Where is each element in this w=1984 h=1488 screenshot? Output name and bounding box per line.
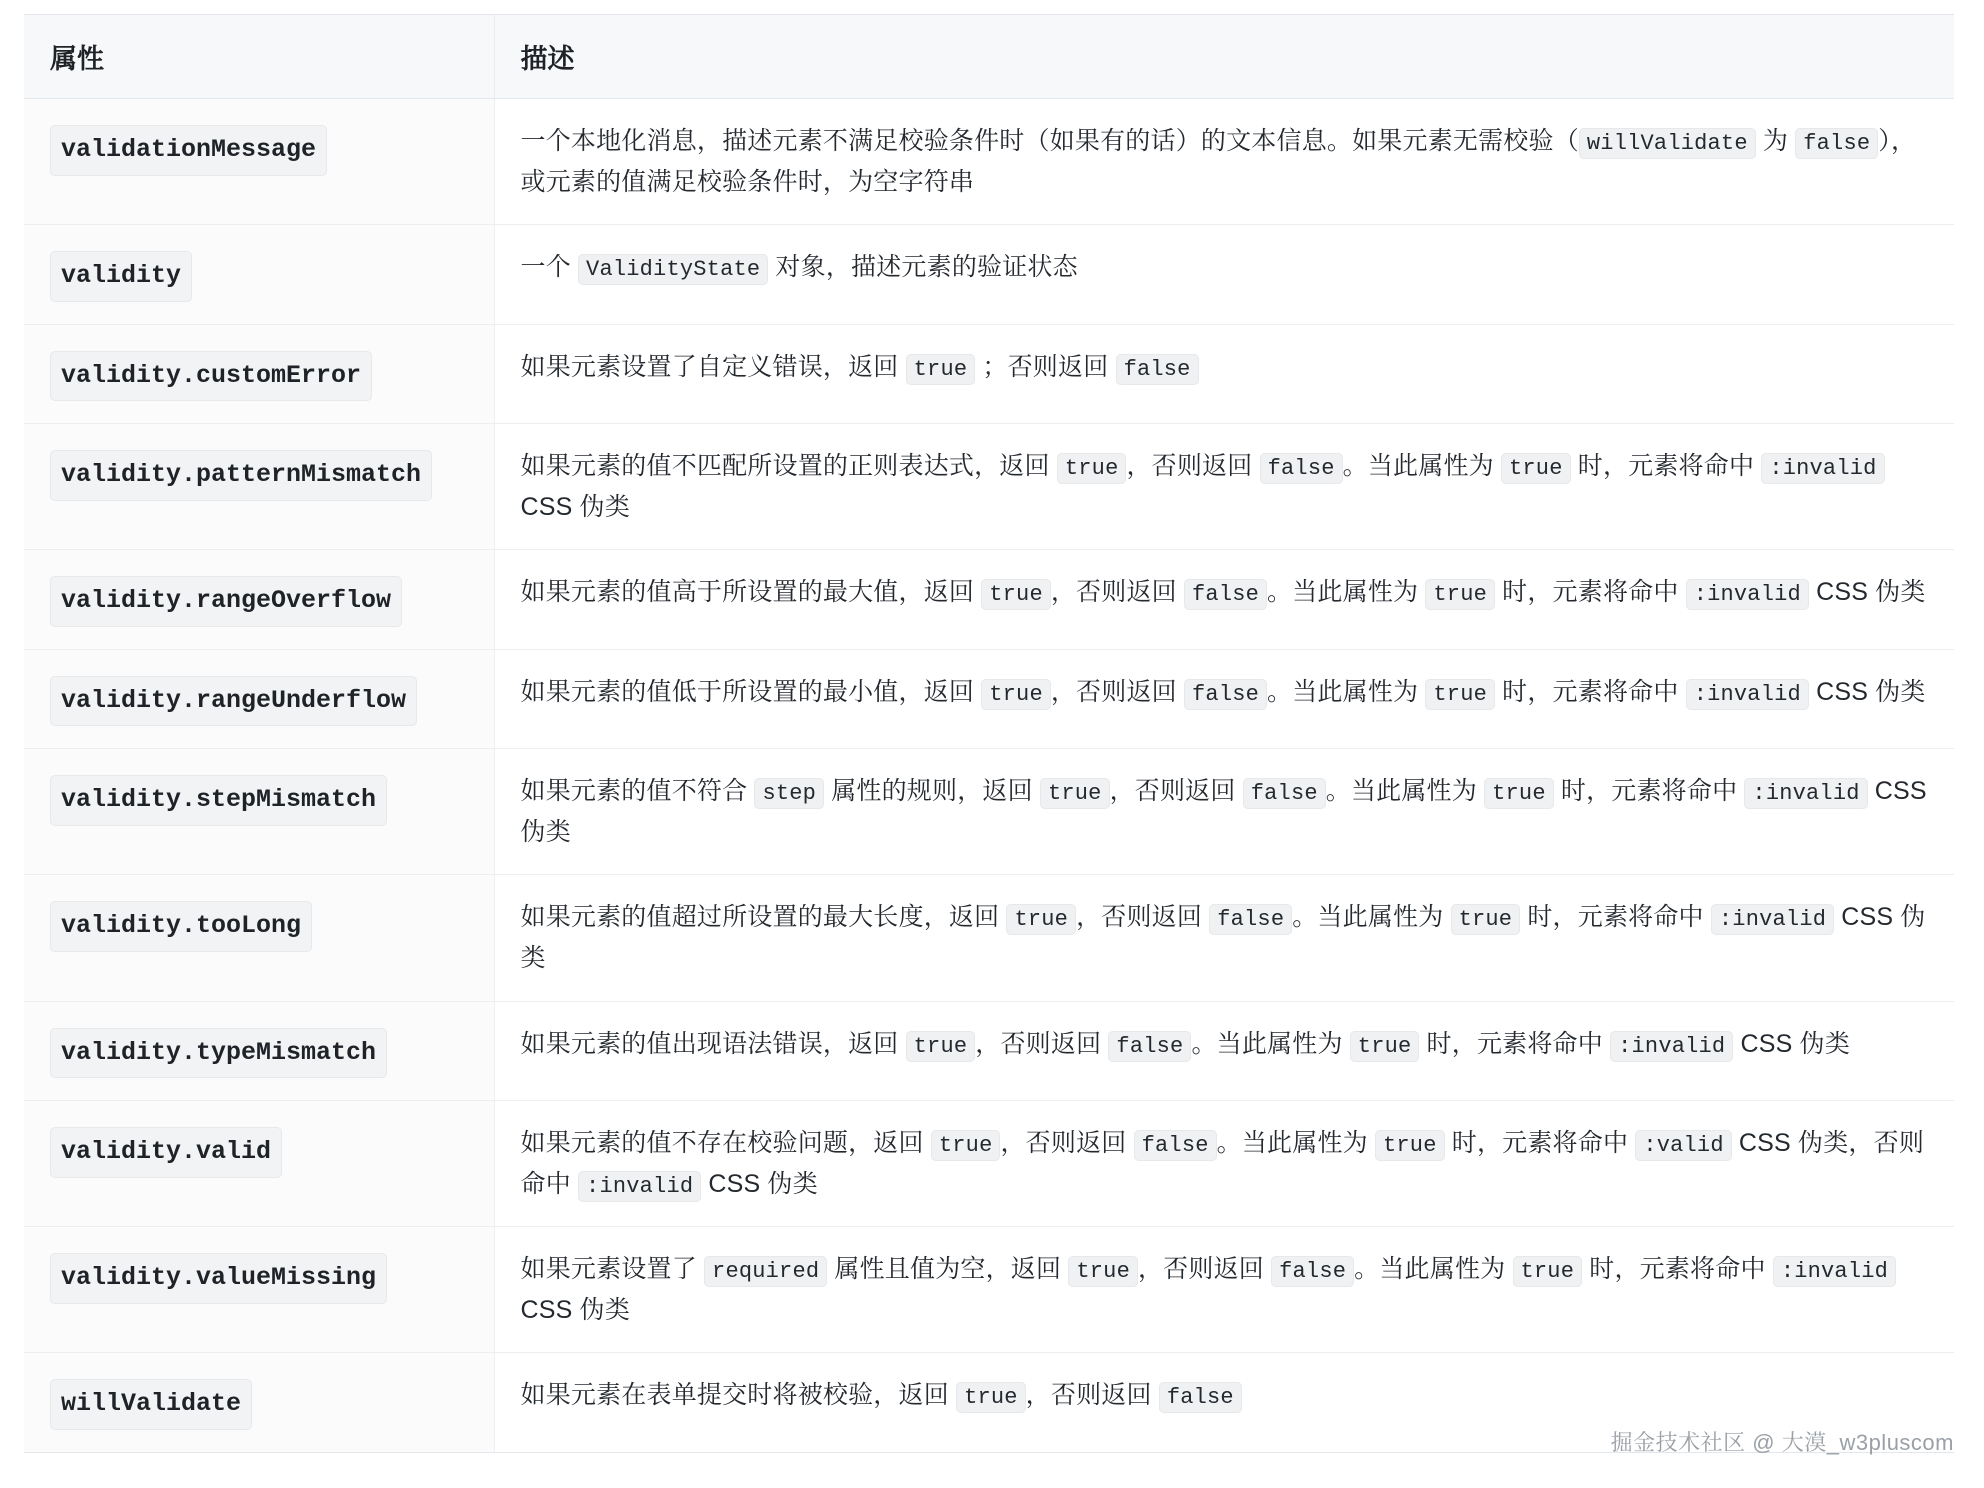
inline-code: true — [956, 1382, 1026, 1413]
inline-code: true — [981, 679, 1051, 710]
column-header-property: 属性 — [24, 15, 494, 99]
table-row — [24, 1001, 1954, 1101]
table-header — [24, 15, 1954, 99]
inline-code: true — [981, 579, 1051, 610]
table-header-row — [24, 15, 1954, 99]
property-cell — [24, 225, 494, 325]
description-cell: 一个本地化消息，描述元素不满足校验条件时（如果有的话）的文本信息。如果元素无需校验（ willValidate 为 false ），或元素的值满足校验条件时，为空字符串 — [494, 99, 1954, 225]
inline-code: willValidate — [1579, 128, 1756, 159]
description-cell: 如果元素的值不符合 step 属性的规则，返回 true ，否则返回 false 。当此属性为 true 时，元素将命中 :invalid CSS 伪类 — [494, 749, 1954, 875]
inline-code: true — [1068, 1256, 1138, 1287]
inline-code: false — [1184, 679, 1267, 710]
inline-code: true — [1040, 778, 1110, 809]
property-name: validity.stepMismatch — [50, 775, 387, 826]
inline-code: true — [1501, 453, 1571, 484]
description-cell: 如果元素设置了 required 属性且值为空，返回 true ，否则返回 false 。当此属性为 true 时，元素将命中 :invalid CSS 伪类 — [494, 1227, 1954, 1353]
property-cell — [24, 99, 494, 225]
inline-code: true — [1350, 1031, 1420, 1062]
inline-code: false — [1159, 1382, 1242, 1413]
inline-code: false — [1116, 354, 1199, 385]
property-name: willValidate — [50, 1379, 252, 1430]
inline-code: true — [1425, 679, 1495, 710]
inline-code: false — [1271, 1256, 1354, 1287]
property-name: validity.patternMismatch — [50, 450, 432, 501]
description-cell: 如果元素的值出现语法错误，返回 true ，否则返回 false 。当此属性为 true 时，元素将命中 :invalid CSS 伪类 — [494, 1001, 1954, 1101]
inline-code: :invalid — [1686, 579, 1809, 610]
column-header-description: 描述 — [494, 15, 1954, 99]
inline-code: :invalid — [1686, 679, 1809, 710]
description-cell: 如果元素在表单提交时将被校验，返回 true ，否则返回 false — [494, 1353, 1954, 1453]
inline-code: :invalid — [1711, 904, 1834, 935]
inline-code: true — [931, 1130, 1001, 1161]
table-row — [24, 99, 1954, 225]
inline-code: :invalid — [1744, 778, 1867, 809]
property-cell — [24, 1001, 494, 1101]
property-cell — [24, 749, 494, 875]
description-cell: 如果元素的值不匹配所设置的正则表达式，返回 true ，否则返回 false 。当此属性为 true 时，元素将命中 :invalid CSS 伪类 — [494, 424, 1954, 550]
property-name: validity.rangeOverflow — [50, 576, 402, 627]
inline-code: true — [1484, 778, 1554, 809]
inline-code: true — [1057, 453, 1127, 484]
table-row — [24, 1101, 1954, 1227]
property-cell — [24, 1101, 494, 1227]
inline-code: step — [754, 778, 824, 809]
property-name: validity — [50, 251, 192, 302]
property-name: validity.rangeUnderflow — [50, 676, 417, 727]
inline-code: :invalid — [1610, 1031, 1733, 1062]
inline-code: false — [1209, 904, 1292, 935]
table-row — [24, 424, 1954, 550]
inline-code: false — [1108, 1031, 1191, 1062]
inline-code: required — [704, 1256, 827, 1287]
inline-code: false — [1243, 778, 1326, 809]
property-name: validationMessage — [50, 125, 327, 176]
inline-code: true — [906, 1031, 976, 1062]
inline-code: true — [1375, 1130, 1445, 1161]
property-name: validity.customError — [50, 351, 372, 402]
property-name: validity.valid — [50, 1127, 282, 1178]
inline-code: true — [1425, 579, 1495, 610]
property-cell — [24, 1353, 494, 1453]
description-cell: 如果元素的值不存在校验问题，返回 true ，否则返回 false 。当此属性为 true 时，元素将命中 :valid CSS 伪类，否则命中 :invalid CSS 伪类 — [494, 1101, 1954, 1227]
description-cell: 如果元素的值低于所设置的最小值，返回 true ，否则返回 false 。当此属性为 true 时，元素将命中 :invalid CSS 伪类 — [494, 649, 1954, 749]
table-row — [24, 1227, 1954, 1353]
inline-code: false — [1134, 1130, 1217, 1161]
inline-code: :invalid — [1773, 1256, 1896, 1287]
property-cell — [24, 550, 494, 650]
properties-table — [24, 14, 1954, 1453]
description-cell: 如果元素的值超过所设置的最大长度，返回 true ，否则返回 false 。当此属性为 true 时，元素将命中 :invalid CSS 伪类 — [494, 875, 1954, 1001]
inline-code: ValidityState — [578, 254, 768, 285]
inline-code: :invalid — [578, 1171, 701, 1202]
table-row — [24, 225, 1954, 325]
table-row — [24, 324, 1954, 424]
table-row — [24, 550, 1954, 650]
property-name: validity.tooLong — [50, 901, 312, 952]
property-name: validity.valueMissing — [50, 1253, 387, 1304]
table-row — [24, 749, 1954, 875]
property-cell — [24, 324, 494, 424]
table-row — [24, 649, 1954, 749]
property-cell — [24, 424, 494, 550]
table-body — [24, 99, 1954, 1453]
description-cell: 如果元素的值高于所设置的最大值，返回 true ，否则返回 false 。当此属性为 true 时，元素将命中 :invalid CSS 伪类 — [494, 550, 1954, 650]
inline-code: :invalid — [1761, 453, 1884, 484]
description-cell: 如果元素设置了自定义错误，返回 true ；否则返回 false — [494, 324, 1954, 424]
property-name: validity.typeMismatch — [50, 1028, 387, 1079]
inline-code: false — [1795, 128, 1878, 159]
property-cell — [24, 875, 494, 1001]
property-cell — [24, 649, 494, 749]
description-cell: 一个 ValidityState 对象，描述元素的验证状态 — [494, 225, 1954, 325]
inline-code: true — [1451, 904, 1521, 935]
inline-code: :valid — [1635, 1130, 1731, 1161]
inline-code: true — [906, 354, 976, 385]
property-cell — [24, 1227, 494, 1353]
inline-code: false — [1184, 579, 1267, 610]
inline-code: true — [1006, 904, 1076, 935]
watermark-text: 掘金技术社区 @ 大漠_w3pluscom — [1610, 1429, 1954, 1455]
inline-code: true — [1513, 1256, 1583, 1287]
table-row — [24, 875, 1954, 1001]
inline-code: false — [1260, 453, 1343, 484]
